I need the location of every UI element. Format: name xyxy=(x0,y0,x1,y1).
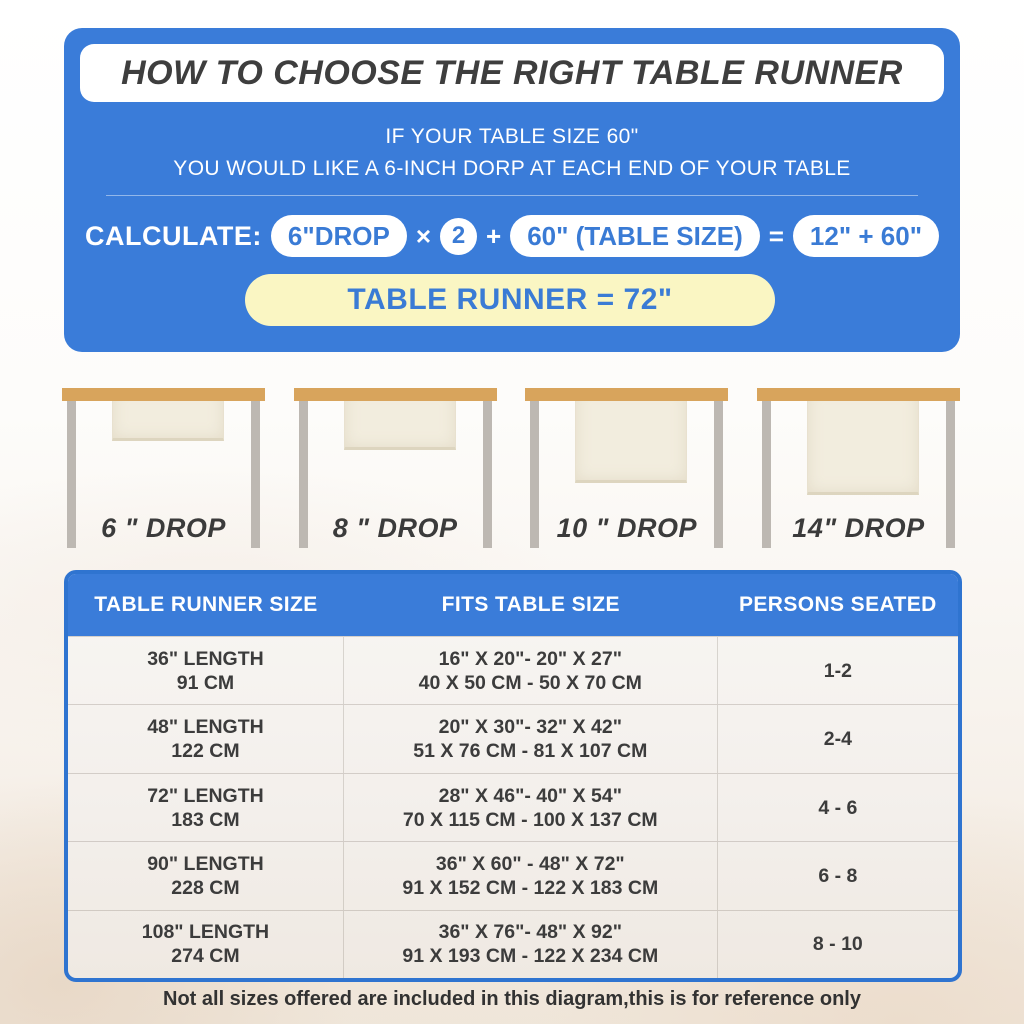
drop-label: 14" DROP xyxy=(792,513,925,543)
table-size-pill: 60" (TABLE SIZE) xyxy=(510,215,760,257)
result-banner: TABLE RUNNER = 72" xyxy=(245,274,775,326)
runner-size-inches: 72" LENGTH xyxy=(147,784,264,807)
persons-cell: 4 - 6 xyxy=(818,796,858,819)
fits-size-cell xyxy=(344,842,718,909)
drop-label: 8 " DROP xyxy=(332,513,458,543)
table-row xyxy=(68,704,958,772)
drop-illustrations xyxy=(62,388,960,560)
persons-cell: 1-2 xyxy=(823,659,852,682)
table-drop-figure xyxy=(525,388,728,560)
runner-size-cell xyxy=(68,705,344,772)
disclaimer-note: Not all sizes offered are included in this diagram,this is for reference only xyxy=(163,988,861,1010)
table-drop-figure xyxy=(62,388,265,560)
page-title: HOW TO CHOOSE THE RIGHT TABLE RUNNER xyxy=(121,53,903,92)
runner-size-cell xyxy=(68,637,344,704)
header-divider xyxy=(106,195,918,196)
fits-size-cm: 51 X 76 CM - 81 X 107 CM xyxy=(413,740,648,763)
calculation-row xyxy=(64,215,960,257)
table-row xyxy=(68,636,958,704)
fits-size-cell xyxy=(344,774,718,841)
tabletop xyxy=(294,388,497,401)
runner-size-cell xyxy=(68,774,344,841)
tabletop xyxy=(62,388,265,401)
persons-cell: 8 - 10 xyxy=(812,933,863,956)
column-header-runner-size: TABLE RUNNER SIZE xyxy=(94,593,318,616)
fits-size-cell xyxy=(344,637,718,704)
plus-operator: + xyxy=(486,220,502,251)
fits-size-cm: 70 X 115 CM - 100 X 137 CM xyxy=(402,808,658,831)
runner-cloth xyxy=(575,388,687,483)
size-chart-table xyxy=(64,570,962,982)
fits-size-inches: 16" X 20"- 20" X 27" xyxy=(438,647,622,670)
fits-size-inches: 20" X 30"- 32" X 42" xyxy=(438,716,622,739)
subtitle-line-1: IF YOUR TABLE SIZE 60" xyxy=(385,125,639,148)
table-row xyxy=(68,910,958,978)
runner-size-inches: 108" LENGTH xyxy=(141,921,270,944)
multiplier-pill: 2 xyxy=(440,218,477,255)
subtitle-line-2: YOU WOULD LIKE A 6-INCH DORP AT EACH END OF YOUR TABLE xyxy=(173,157,851,180)
persons-cell: 2-4 xyxy=(823,728,852,751)
runner-size-cell xyxy=(68,911,344,978)
runner-size-cm: 122 CM xyxy=(171,740,240,763)
runner-size-inches: 90" LENGTH xyxy=(147,852,264,875)
fits-size-inches: 28" X 46"- 40" X 54" xyxy=(438,784,622,807)
fits-size-inches: 36" X 76"- 48" X 92" xyxy=(438,921,622,944)
drop-value-pill: 6"DROP xyxy=(271,215,407,257)
column-header-persons-seated: PERSONS SEATED xyxy=(738,593,937,616)
fits-size-cell xyxy=(344,911,718,978)
table-row xyxy=(68,773,958,841)
sum-pill: 12" + 60" xyxy=(793,215,939,257)
drop-label: 6 " DROP xyxy=(101,513,226,543)
size-chart-header xyxy=(68,574,958,636)
fits-size-cm: 40 X 50 CM - 50 X 70 CM xyxy=(418,671,642,694)
fits-size-inches: 36" X 60" - 48" X 72" xyxy=(435,852,625,875)
runner-size-cm: 274 CM xyxy=(171,945,240,968)
tabletop xyxy=(525,388,728,401)
calculate-label: CALCULATE: xyxy=(84,220,262,251)
tabletop xyxy=(757,388,960,401)
runner-size-inches: 36" LENGTH xyxy=(147,647,264,670)
table-row xyxy=(68,841,958,909)
runner-size-cell xyxy=(68,842,344,909)
column-header-fits-table-size: FITS TABLE SIZE xyxy=(441,593,620,616)
title-banner xyxy=(80,44,944,102)
multiply-operator: × xyxy=(415,220,432,251)
runner-size-inches: 48" LENGTH xyxy=(147,716,264,739)
fits-size-cm: 91 X 152 CM - 122 X 183 CM xyxy=(402,876,659,899)
runner-size-cm: 91 CM xyxy=(176,671,235,694)
runner-size-cm: 183 CM xyxy=(171,808,240,831)
fits-size-cm: 91 X 193 CM - 122 X 234 CM xyxy=(402,945,659,968)
persons-cell: 6 - 8 xyxy=(818,864,858,887)
table-drop-figure xyxy=(757,388,960,560)
equals-operator: = xyxy=(768,220,784,251)
runner-cloth xyxy=(807,388,919,495)
table-drop-figure xyxy=(294,388,497,560)
fits-size-cell xyxy=(344,705,718,772)
runner-size-cm: 228 CM xyxy=(171,876,240,899)
header-panel xyxy=(64,28,960,352)
drop-label: 10 " DROP xyxy=(556,513,697,543)
